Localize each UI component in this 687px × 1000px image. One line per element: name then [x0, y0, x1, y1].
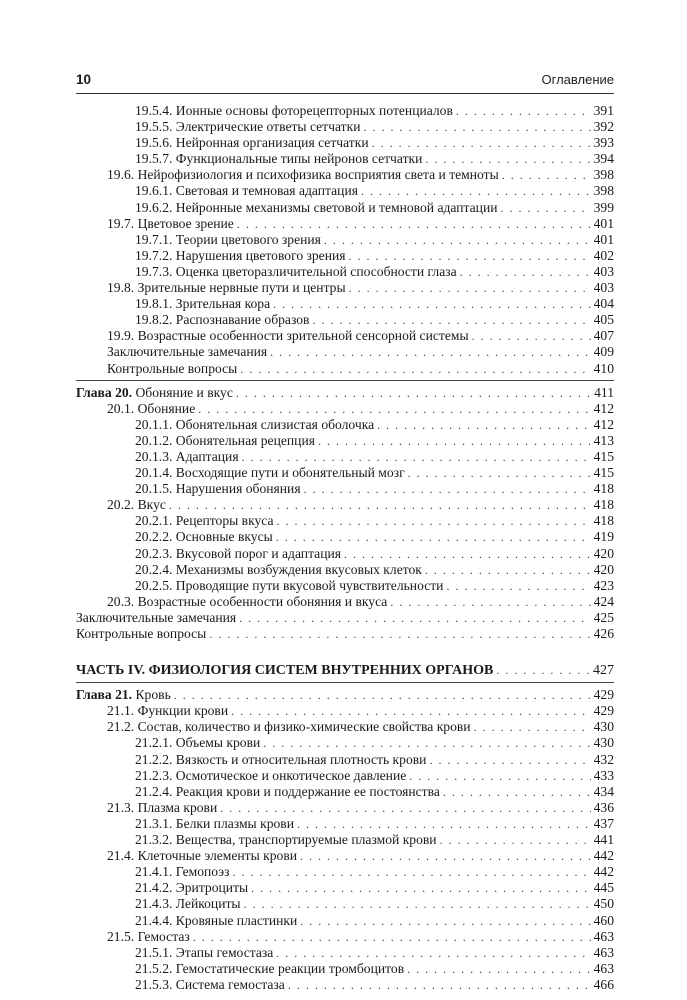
toc-entry-title: 21.4.3. Лейкоциты — [135, 896, 241, 912]
toc-entry-title: 19.8. Зрительные нервные пути и центры — [107, 280, 346, 296]
dot-leader — [318, 433, 591, 449]
toc-page-number: 460 — [593, 912, 614, 928]
toc-chapter — [76, 385, 614, 401]
toc-page-number: 401 — [593, 231, 614, 247]
toc-page-number: 399 — [593, 199, 614, 215]
dot-leader — [273, 296, 590, 312]
toc-entry-title: 20.2. Вкус — [107, 497, 166, 513]
toc-entry-title: 19.6.1. Световая и темновая адаптация — [135, 183, 358, 199]
dot-leader — [425, 562, 591, 578]
toc-entry — [76, 752, 614, 768]
toc-entry — [76, 816, 614, 832]
toc-entry-title: 19.7. Цветовое зрение — [107, 215, 234, 231]
dot-leader — [300, 913, 590, 929]
toc-entry — [76, 800, 614, 816]
toc-entry — [76, 248, 614, 264]
dot-leader — [277, 513, 591, 529]
dot-leader — [456, 103, 591, 119]
toc-entry — [76, 703, 614, 719]
toc-entry — [76, 784, 614, 800]
toc-page-number: 463 — [593, 944, 614, 960]
toc-entry-title: 21.2. Состав, количество и физико-химические свойства крови — [107, 719, 471, 735]
toc-page-number: 433 — [593, 767, 614, 783]
dot-leader — [425, 151, 590, 167]
toc-entry-title: 20.1.2. Обонятельная рецепция — [135, 432, 315, 448]
dot-leader — [409, 768, 590, 784]
toc-page-number: 420 — [593, 545, 614, 561]
toc-entry-title: 19.5.6. Нейронная организация сетчатки — [135, 135, 369, 151]
toc-entry — [76, 151, 614, 167]
toc-entry-title: 21.3. Плазма крови — [107, 799, 218, 815]
dot-leader — [440, 832, 591, 848]
toc-entry — [76, 481, 614, 497]
chapter-label: Глава 21. — [76, 687, 133, 703]
toc-entry-title: 19.5.7. Функциональные типы нейронов сетчатки — [135, 151, 423, 167]
toc-entry-title: 19.8.1. Зрительная кора — [135, 296, 271, 312]
spacer — [76, 642, 614, 662]
dot-leader — [231, 703, 590, 719]
toc-entry-title: 19.6.2. Нейронные механизмы световой и темновой адаптации — [135, 199, 498, 215]
toc-page-number: 423 — [593, 577, 614, 593]
toc-entry — [76, 296, 614, 312]
toc-page-number: 436 — [593, 799, 614, 815]
toc-entry-title: 20.2.5. Проводящие пути вкусовой чувствительности — [135, 577, 444, 593]
page-header — [76, 72, 614, 92]
toc-entry — [76, 183, 614, 199]
dot-leader — [304, 481, 591, 497]
chapter-title: Кровь — [135, 687, 171, 703]
toc-page-number: 393 — [593, 135, 614, 151]
toc-entry — [76, 880, 614, 896]
page-number: 10 — [76, 72, 92, 87]
part-title: ФИЗИОЛОГИЯ СИСТЕМ ВНУТРЕННИХ ОРГАНОВ — [148, 663, 494, 679]
toc-entry-title: 21.4.4. Кровяные пластинки — [135, 912, 298, 928]
toc-entry — [76, 216, 614, 232]
toc-entry-title: 20.2.1. Рецепторы вкуса — [135, 513, 274, 529]
toc-entry — [76, 546, 614, 562]
toc-page-number: 424 — [593, 593, 614, 609]
toc-entry — [76, 610, 614, 626]
dot-leader — [407, 961, 591, 977]
toc-entry-title: 20.2.3. Вкусовой порог и адаптация — [135, 545, 342, 561]
toc-entry — [76, 328, 614, 344]
toc-entry-title: 19.9. Возрастные особенности зрительной сенсорной системы — [107, 328, 469, 344]
toc-entry — [76, 719, 614, 735]
toc-entry-title: 19.7.2. Нарушения цветового зрения — [135, 247, 346, 263]
toc-entry-title: 21.2.1. Объемы крови — [135, 735, 261, 751]
toc-page-number: 404 — [593, 296, 614, 312]
toc-entry — [76, 864, 614, 880]
toc-page-number: 405 — [593, 312, 614, 328]
dot-leader — [232, 864, 590, 880]
toc-page-number: 429 — [593, 687, 614, 703]
toc-page-number: 442 — [593, 864, 614, 880]
dot-leader — [300, 848, 591, 864]
toc-part — [76, 662, 614, 678]
chapter-label: Глава 20. — [76, 384, 133, 400]
toc-entry-title: 21.3.1. Белки плазмы крови — [135, 815, 294, 831]
dot-leader — [270, 344, 590, 360]
toc-page-number: 429 — [593, 703, 614, 719]
dot-leader — [251, 880, 590, 896]
dot-leader — [372, 135, 591, 151]
toc-page-number: 415 — [593, 465, 614, 481]
dot-leader — [390, 594, 590, 610]
toc-entry-title: 21.1. Функции крови — [107, 703, 229, 719]
toc-page-number: 463 — [593, 960, 614, 976]
toc-page-number: 432 — [593, 751, 614, 767]
toc-page-number: 401 — [593, 215, 614, 231]
toc-page-number: 430 — [593, 719, 614, 735]
dot-leader — [324, 232, 591, 248]
toc-page-number: 412 — [593, 400, 614, 416]
dot-leader — [297, 816, 591, 832]
part-label: ЧАСТЬ IV. — [76, 663, 146, 679]
toc-entry-title: 20.3. Возрастные особенности обоняния и вкуса — [107, 593, 388, 609]
toc-entry — [76, 433, 614, 449]
dot-leader — [349, 280, 591, 296]
toc-entry — [76, 832, 614, 848]
toc-page-number: 442 — [593, 848, 614, 864]
toc-entry-title: 21.4.2. Эритроциты — [135, 880, 249, 896]
toc-entry — [76, 848, 614, 864]
toc-page-number: 418 — [593, 481, 614, 497]
dot-leader — [349, 248, 591, 264]
dot-leader — [460, 264, 591, 280]
toc-entry — [76, 977, 614, 993]
toc-entry-title: 21.2.4. Реакция крови и поддержание ее постоянства — [135, 783, 440, 799]
toc-page-number: 410 — [593, 360, 614, 376]
toc-page-number: 427 — [593, 663, 614, 679]
dot-leader — [209, 626, 590, 642]
toc-page-number: 413 — [593, 432, 614, 448]
toc-page-number: 394 — [593, 151, 614, 167]
toc-entry — [76, 735, 614, 751]
toc-page-number: 425 — [593, 609, 614, 625]
toc-entry — [76, 312, 614, 328]
section-rule — [76, 380, 614, 381]
toc-entry-title: 19.6. Нейрофизиология и психофизика восприятия света и темноты — [107, 167, 499, 183]
dot-leader — [242, 449, 591, 465]
toc-entry — [76, 280, 614, 296]
toc-chapter — [76, 687, 614, 703]
toc-entry — [76, 344, 614, 360]
table-of-contents — [76, 103, 614, 993]
toc-entry — [76, 929, 614, 945]
dot-leader — [220, 800, 590, 816]
toc-entry — [76, 103, 614, 119]
toc-entry-title: 20.1.4. Восходящие пути и обонятельный мозг — [135, 465, 405, 481]
toc-entry-title: 21.5. Гемостаз — [107, 928, 190, 944]
toc-entry — [76, 167, 614, 183]
dot-leader — [472, 328, 591, 344]
toc-entry-title: 21.5.2. Гемостатические реакции тромбоцитов — [135, 960, 405, 976]
toc-entry-title: 21.2.3. Осмотическое и онкотическое давление — [135, 767, 407, 783]
dot-leader — [501, 200, 591, 216]
toc-entry-title: 21.3.2. Вещества, транспортируемые плазмой крови — [135, 832, 437, 848]
toc-entry-title: 20.1.5. Нарушения обоняния — [135, 481, 301, 497]
toc-entry — [76, 361, 614, 377]
toc-page-number: 434 — [593, 783, 614, 799]
chapter-title: Обоняние и вкус — [135, 384, 233, 400]
dot-leader — [174, 687, 591, 703]
toc-page-number: 419 — [593, 529, 614, 545]
toc-entry-title: 21.4. Клеточные элементы крови — [107, 848, 298, 864]
dot-leader — [377, 417, 590, 433]
toc-page-number: 411 — [594, 384, 614, 400]
toc-page-number: 466 — [593, 976, 614, 992]
dot-leader — [288, 977, 591, 993]
toc-page-number: 398 — [593, 167, 614, 183]
toc-entry — [76, 562, 614, 578]
toc-entry-title: Заключительные замечания — [76, 609, 237, 625]
toc-entry — [76, 497, 614, 513]
toc-page-number: 450 — [593, 896, 614, 912]
toc-page-number: 392 — [593, 119, 614, 135]
dot-leader — [474, 719, 591, 735]
toc-entry-title: 21.5.1. Этапы гемостаза — [135, 944, 274, 960]
toc-entry — [76, 119, 614, 135]
dot-leader — [408, 465, 591, 481]
toc-entry-title: 20.1.1. Обонятельная слизистая оболочка — [135, 416, 375, 432]
toc-entry-title: 19.8.2. Распознавание образов — [135, 312, 310, 328]
toc-page-number: 398 — [593, 183, 614, 199]
toc-page-number: 430 — [593, 735, 614, 751]
dot-leader — [312, 312, 590, 328]
dot-leader — [193, 929, 591, 945]
toc-page-number: 445 — [593, 880, 614, 896]
toc-entry — [76, 449, 614, 465]
toc-page-number: 418 — [593, 497, 614, 513]
dot-leader — [198, 401, 590, 417]
toc-entry-title: 19.7.3. Оценка цветоразличительной способности глаза — [135, 263, 457, 279]
dot-leader — [237, 216, 591, 232]
toc-entry-title: 21.2.2. Вязкость и относительная плотность крови — [135, 751, 427, 767]
toc-entry — [76, 896, 614, 912]
header-rule — [76, 93, 614, 94]
dot-leader — [236, 385, 591, 401]
toc-entry-title: Контрольные вопросы — [107, 360, 238, 376]
dot-leader — [276, 529, 591, 545]
toc-entry — [76, 529, 614, 545]
toc-page-number: 418 — [593, 513, 614, 529]
toc-page-number: 407 — [593, 328, 614, 344]
toc-entry-title: 20.1. Обоняние — [107, 400, 196, 416]
toc-entry — [76, 913, 614, 929]
toc-entry-title: 20.1.3. Адаптация — [135, 448, 239, 464]
toc-entry — [76, 417, 614, 433]
toc-entry — [76, 135, 614, 151]
toc-page-number: 420 — [593, 561, 614, 577]
toc-entry — [76, 768, 614, 784]
dot-leader — [429, 752, 590, 768]
dot-leader — [361, 183, 591, 199]
toc-entry-title: 21.4.1. Гемопоэз — [135, 864, 230, 880]
toc-page-number: 415 — [593, 448, 614, 464]
toc-entry — [76, 626, 614, 642]
toc-entry-title: 19.7.1. Теории цветового зрения — [135, 231, 321, 247]
dot-leader — [446, 578, 590, 594]
toc-entry — [76, 264, 614, 280]
toc-page-number: 403 — [593, 263, 614, 279]
toc-entry — [76, 578, 614, 594]
toc-entry-title: 20.2.4. Механизмы возбуждения вкусовых клеток — [135, 561, 422, 577]
toc-entry — [76, 232, 614, 248]
toc-entry — [76, 401, 614, 417]
dot-leader — [363, 119, 590, 135]
dot-leader — [496, 662, 590, 678]
dot-leader — [263, 735, 590, 751]
dot-leader — [239, 610, 590, 626]
section-rule — [76, 682, 614, 683]
dot-leader — [169, 497, 591, 513]
running-title: Оглавление — [541, 72, 614, 87]
dot-leader — [502, 167, 591, 183]
toc-entry — [76, 594, 614, 610]
toc-entry — [76, 961, 614, 977]
dot-leader — [240, 361, 590, 377]
toc-entry-title: 19.5.5. Электрические ответы сетчатки — [135, 119, 361, 135]
toc-page-number: 409 — [593, 344, 614, 360]
toc-entry-title: 21.5.3. Система гемостаза — [135, 976, 285, 992]
dot-leader — [276, 945, 590, 961]
toc-page-number: 402 — [593, 247, 614, 263]
dot-leader — [344, 546, 591, 562]
toc-page-number: 403 — [593, 280, 614, 296]
toc-entry — [76, 513, 614, 529]
toc-entry — [76, 200, 614, 216]
toc-page-number: 441 — [593, 832, 614, 848]
toc-page-number: 426 — [593, 626, 614, 641]
toc-entry-title: Заключительные замечания — [107, 344, 268, 360]
toc-page-number: 412 — [593, 416, 614, 432]
toc-page-number: 437 — [593, 815, 614, 831]
toc-page-number: 463 — [593, 928, 614, 944]
toc-entry-title: Контрольные вопросы — [76, 626, 207, 641]
dot-leader — [244, 896, 591, 912]
toc-entry-title: 20.2.2. Основные вкусы — [135, 529, 273, 545]
toc-entry-title: 19.5.4. Ионные основы фоторецепторных потенциалов — [135, 103, 453, 118]
dot-leader — [443, 784, 591, 800]
toc-entry — [76, 945, 614, 961]
toc-entry — [76, 465, 614, 481]
toc-page-number: 391 — [593, 103, 614, 118]
